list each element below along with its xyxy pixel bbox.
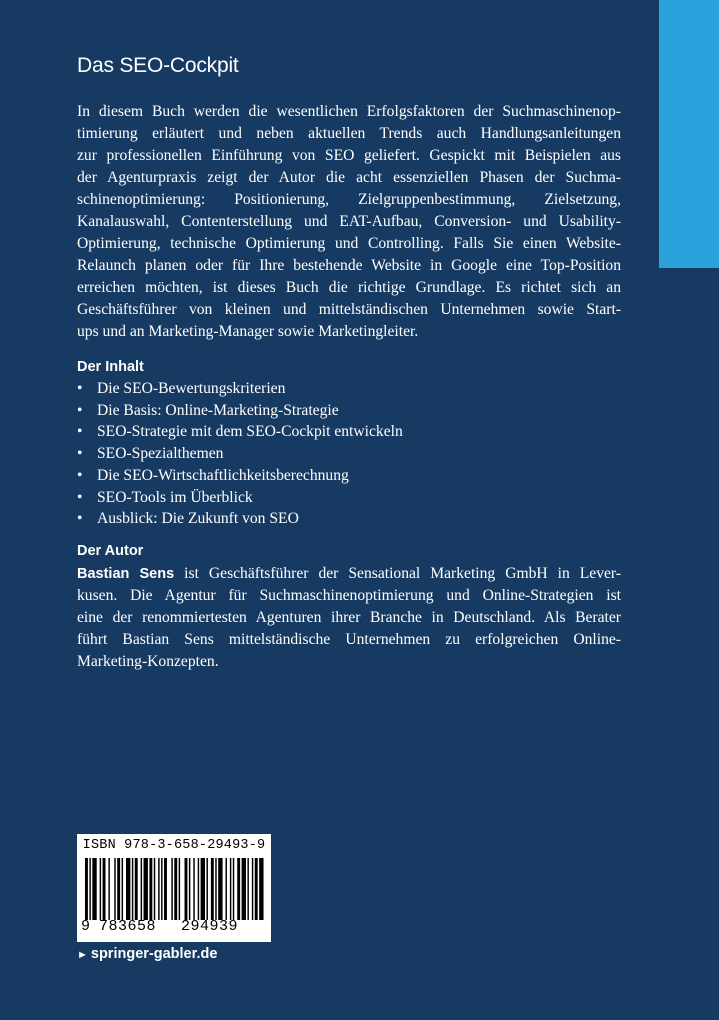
bullet: • — [77, 445, 83, 463]
arrow-icon: ► — [77, 949, 88, 961]
intro-line: der Agenturpraxis zeigt der Autor die acht essenziellen Phasen der Suchma- — [77, 169, 621, 186]
author-line: führt Bastian Sens mittelständische Unternehmen zu erfolgreichen Online- — [77, 630, 621, 648]
list-item: • SEO-Spezialthemen — [77, 443, 621, 465]
intro-line: schinenoptimierung: Positionierung, Zielgruppenbestimmung, Zielsetzung, — [77, 191, 621, 208]
author-line: eine der renommiertesten Agenturen ihrer Branche in Deutschland. Als Berater — [77, 608, 621, 626]
back-cover-content — [77, 54, 621, 673]
author-line: kusen. Die Agentur für Suchmaschinenoptimierung und Online-Strategien ist — [77, 586, 621, 604]
barcode-bar — [117, 858, 120, 920]
barcode-bar — [189, 858, 190, 920]
author-line: Bastian Sens ist Geschäftsführer der Sensational Marketing GmbH in Lever- — [77, 564, 621, 582]
intro-line: Kanalauswahl, Contenterstellung und EAT-Aufbau, Conversion- und Usability- — [77, 213, 621, 230]
accent-bar — [659, 0, 719, 268]
barcode-bar — [259, 858, 263, 920]
barcode-bar — [215, 858, 216, 920]
bullet: • — [77, 423, 83, 441]
barcode-bar — [171, 858, 172, 920]
list-item: • SEO-Tools im Überblick — [77, 487, 621, 509]
list-item: • SEO-Strategie mit dem SEO-Cockpit entwickeln — [77, 421, 621, 443]
barcode-bar — [141, 858, 142, 920]
intro-line: timierung erläutert und neben aktuellen Trends auch Handlungsanleitungen — [77, 125, 621, 142]
bullet: • — [77, 488, 83, 506]
publisher-url: springer-gabler.de — [90, 946, 218, 962]
barcode-bar — [193, 858, 194, 920]
barcode-bar — [122, 858, 123, 920]
bullet: • — [77, 380, 83, 397]
contents-heading: Der Inhalt — [77, 359, 144, 375]
intro-line: In diesem Buch werden die wesentlichen Erfolgsfaktoren der Suchmaschinenop- — [77, 103, 621, 120]
barcode-bar — [132, 858, 133, 920]
barcode-bar — [174, 858, 177, 920]
barcode-bar — [114, 858, 115, 920]
author-paragraph — [77, 563, 621, 673]
barcode-bar — [135, 858, 138, 920]
barcode-bar — [233, 858, 234, 920]
contents-list — [77, 378, 621, 530]
barcode-bar — [92, 858, 96, 920]
barcode-bar — [185, 858, 188, 920]
bullet: • — [77, 510, 83, 528]
barcode-bar — [154, 858, 155, 920]
intro-paragraph — [77, 101, 621, 343]
barcode-bar — [206, 858, 207, 920]
list-item: • Ausblick: Die Zukunft von SEO — [77, 508, 621, 530]
barcode-bars — [85, 858, 265, 920]
bullet: • — [77, 401, 83, 419]
list-item: • Die Basis: Online-Marketing-Strategie — [77, 400, 621, 422]
barcode-bar — [164, 858, 167, 920]
barcode-bar — [149, 858, 152, 920]
barcode-bar — [161, 858, 162, 920]
barcode-bar — [158, 858, 159, 920]
list-item: • Die SEO-Bewertungskriterien — [77, 378, 621, 400]
intro-line: zur professionellen Einführung von SEO geliefert. Gespickt mit Beispielen aus — [77, 147, 621, 164]
barcode-bar — [255, 858, 258, 920]
author-heading: Der Autor — [77, 542, 144, 559]
barcode-bar — [179, 858, 180, 920]
intro-line: erreichen möchten, ist dieses Buch die richtige Grundlage. Es richtet sich an — [77, 279, 621, 296]
barcode-bar — [242, 858, 246, 920]
publisher-link[interactable] — [77, 946, 217, 962]
barcode-bar — [103, 858, 106, 920]
barcode-digits-left: 783658 — [99, 918, 157, 935]
barcode-bar — [252, 858, 253, 920]
barcode-bar — [85, 858, 88, 920]
barcode-digit-first: 9 — [81, 918, 91, 935]
book-title: Das SEO-Cockpit — [77, 54, 239, 77]
intro-line: Geschäftsführer von kleinen und mittelständischen Unternehmen sowie Start- — [77, 301, 621, 318]
barcode-bar — [126, 858, 130, 920]
isbn-barcode — [77, 834, 271, 942]
barcode-bar — [237, 858, 240, 920]
barcode-bar — [225, 858, 226, 920]
barcode-bar — [211, 858, 214, 920]
intro-line: ups und an Marketing-Manager sowie Marketingleiter. — [77, 323, 419, 340]
list-item: • Die SEO-Wirtschaftlichkeitsberechnung — [77, 465, 621, 487]
barcode-bar — [230, 858, 231, 920]
author-name: Bastian Sens — [77, 565, 175, 582]
barcode-bar — [198, 858, 199, 920]
barcode-bar — [218, 858, 222, 920]
intro-line: Relaunch planen oder für Ihre bestehende Website in Google eine Top-Position — [77, 257, 621, 274]
isbn-number: ISBN 978-3-658-29493-9 — [82, 838, 266, 853]
barcode-bar — [201, 858, 205, 920]
intro-line: Optimierung, technische Optimierung und Controlling. Falls Sie einen Website- — [77, 235, 621, 252]
barcode-digits-right: 294939 — [181, 918, 239, 935]
barcode-bar — [247, 858, 248, 920]
barcode-bar — [100, 858, 101, 920]
barcode-bar — [108, 858, 109, 920]
barcode-bar — [144, 858, 148, 920]
barcode-bar — [89, 858, 90, 920]
bullet: • — [77, 466, 83, 484]
author-line: Marketing-Konzepten. — [77, 652, 219, 670]
